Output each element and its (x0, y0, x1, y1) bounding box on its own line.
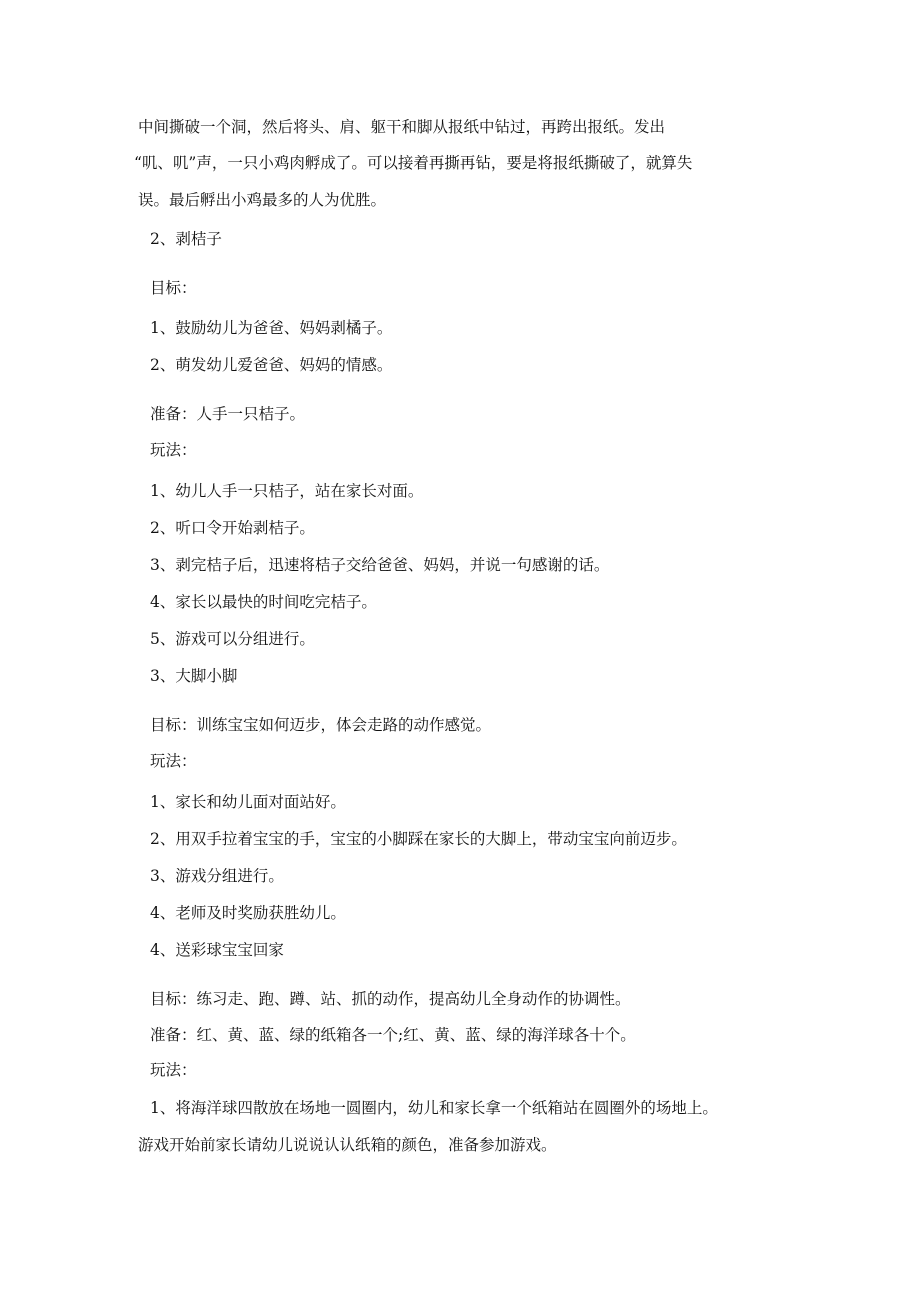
game3-step-1: 1、家长和幼儿面对面站好。 (150, 793, 346, 811)
game2-title: 2、剥桔子 (150, 230, 222, 248)
intro-line-3: 误。最后孵出小鸡最多的人为优胜。 (138, 191, 387, 209)
game3-goal: 目标：训练宝宝如何迈步，体会走路的动作感觉。 (150, 716, 492, 734)
game2-goal-label: 目标： (150, 279, 197, 297)
game4-step-1-line-1: 1、将海洋球四散放在场地一圆圈内，幼儿和家长拿一个纸箱站在圆圈外的场地上。 (150, 1099, 718, 1117)
intro-line-2: “叽、叽”声，一只小鸡肉孵成了。可以接着再撕再钻，要是将报纸撕破了，就算失 (134, 154, 693, 172)
game4-prep: 准备：红、黄、蓝、绿的纸箱各一个;红、黄、蓝、绿的海洋球各十个。 (150, 1026, 636, 1044)
game3-step-2: 2、用双手拉着宝宝的手，宝宝的小脚踩在家长的大脚上，带动宝宝向前迈步。 (150, 830, 687, 848)
game2-prep: 准备：人手一只桔子。 (150, 405, 306, 423)
game3-step-3: 3、游戏分组进行。 (150, 867, 284, 885)
game2-goal-1: 1、鼓励幼儿为爸爸、妈妈剥橘子。 (150, 319, 393, 337)
game2-step-3: 3、剥完桔子后，迅速将桔子交给爸爸、妈妈，并说一句感谢的话。 (150, 556, 610, 574)
game2-step-4: 4、家长以最快的时间吃完桔子。 (150, 593, 377, 611)
game4-title: 4、送彩球宝宝回家 (150, 941, 284, 959)
game3-play-label: 玩法： (150, 752, 197, 770)
game4-step-1-line-2: 游戏开始前家长请幼儿说说认认纸箱的颜色，准备参加游戏。 (138, 1136, 557, 1154)
game4-goal: 目标：练习走、跑、蹲、站、抓的动作，提高幼儿全身动作的协调性。 (150, 990, 631, 1008)
game2-play-label: 玩法： (150, 441, 197, 459)
game2-step-5: 5、游戏可以分组进行。 (150, 630, 315, 648)
game3-title: 3、大脚小脚 (150, 667, 238, 685)
game3-step-4: 4、老师及时奖励获胜幼儿。 (150, 904, 346, 922)
game2-step-1: 1、幼儿人手一只桔子，站在家长对面。 (150, 482, 424, 500)
game2-goal-2: 2、萌发幼儿爱爸爸、妈妈的情感。 (150, 356, 393, 374)
game2-step-2: 2、听口令开始剥桔子。 (150, 519, 315, 537)
game4-play-label: 玩法： (150, 1061, 197, 1079)
intro-line-1: 中间撕破一个洞，然后将头、肩、躯干和脚从报纸中钻过，再跨出报纸。发出 (138, 118, 666, 136)
